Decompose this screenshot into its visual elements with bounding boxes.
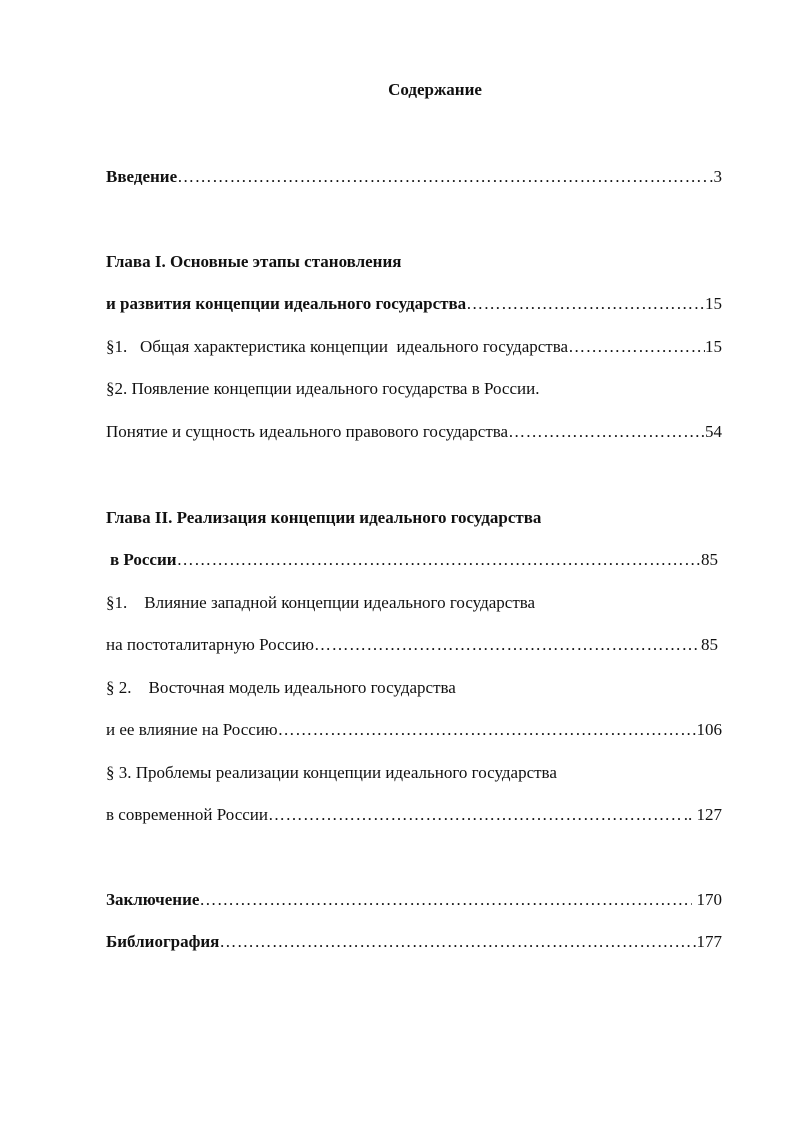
toc-page-number: 15 <box>705 337 722 356</box>
toc-entry-text: в современной России <box>106 805 268 824</box>
toc-entry-text: и ее влияние на Россию <box>106 720 278 739</box>
toc-leader-dots <box>466 293 705 315</box>
toc-page-number: .3 <box>709 167 722 186</box>
toc-entry-text: на постоталитарную Россию <box>106 635 314 654</box>
toc-leader-dots <box>199 889 692 911</box>
toc-entry-text: Глава I. Основные этапы становления <box>106 252 402 271</box>
toc-page-number: 170 <box>692 890 722 909</box>
toc-chapter-1-heading[interactable] <box>106 251 401 273</box>
toc-entry-text: Глава II. Реализация концепции идеального государства <box>106 508 542 527</box>
toc-section-1-2-cont[interactable] <box>106 421 722 443</box>
toc-section-2-1[interactable] <box>106 592 535 614</box>
toc-leader-dots <box>278 719 697 741</box>
toc-entry-text: и развития концепции идеального государства <box>106 294 467 313</box>
toc-page-number: 177 <box>696 932 722 951</box>
toc-chapter-2-heading-cont[interactable] <box>110 549 718 571</box>
toc-page-number: 85 <box>701 550 718 569</box>
toc-title: Содержание <box>388 80 482 99</box>
toc-entry-text: §1. Общая характеристика концепции идеального государства <box>106 337 569 356</box>
toc-entry-text: Библиография <box>106 932 220 951</box>
toc-entry-text: §2. Появление концепции идеального государства в России. <box>106 379 540 398</box>
toc-entry-text: Введение <box>106 167 178 186</box>
toc-section-2-2[interactable] <box>106 677 456 699</box>
toc-leader-dots <box>177 549 701 571</box>
toc-leader-dots <box>219 931 696 953</box>
toc-page-number: 106 <box>696 720 722 739</box>
toc-entry-text: § 3. Проблемы реализации концепции идеального государства <box>106 763 557 782</box>
toc-page-number: .54 <box>700 422 722 441</box>
toc-section-2-2-cont[interactable] <box>106 719 722 741</box>
toc-entry-text: Заключение <box>106 890 200 909</box>
toc-section-2-1-cont[interactable] <box>106 634 718 656</box>
toc-entry-text: в России <box>110 550 177 569</box>
toc-page-number: 15 <box>705 294 722 313</box>
toc-entry-introduction[interactable] <box>106 166 722 188</box>
toc-entry-text: §1. Влияние западной концепции идеального государства <box>106 593 536 612</box>
toc-chapter-2-heading[interactable] <box>106 507 541 529</box>
toc-chapter-1-heading-cont[interactable] <box>106 293 722 315</box>
toc-entry-text: Понятие и сущность идеального правового государства <box>106 422 509 441</box>
toc-page-number: 85 <box>701 635 718 654</box>
toc-section-2-3[interactable] <box>106 762 557 784</box>
toc-entry-conclusion[interactable] <box>106 889 722 911</box>
toc-leader-dots <box>268 804 680 826</box>
toc-section-1-1[interactable] <box>106 336 722 358</box>
toc-section-1-2[interactable] <box>106 378 539 400</box>
toc-leader-dots <box>508 421 701 443</box>
toc-section-2-3-cont[interactable] <box>106 804 722 826</box>
toc-leader-dots <box>177 166 709 188</box>
toc-page-number: .. 127 <box>679 805 722 824</box>
toc-entry-text: § 2. Восточная модель идеального государства <box>106 678 456 697</box>
toc-entry-bibliography[interactable] <box>106 931 722 953</box>
toc-leader-dots <box>568 336 705 358</box>
toc-leader-dots <box>314 634 701 656</box>
